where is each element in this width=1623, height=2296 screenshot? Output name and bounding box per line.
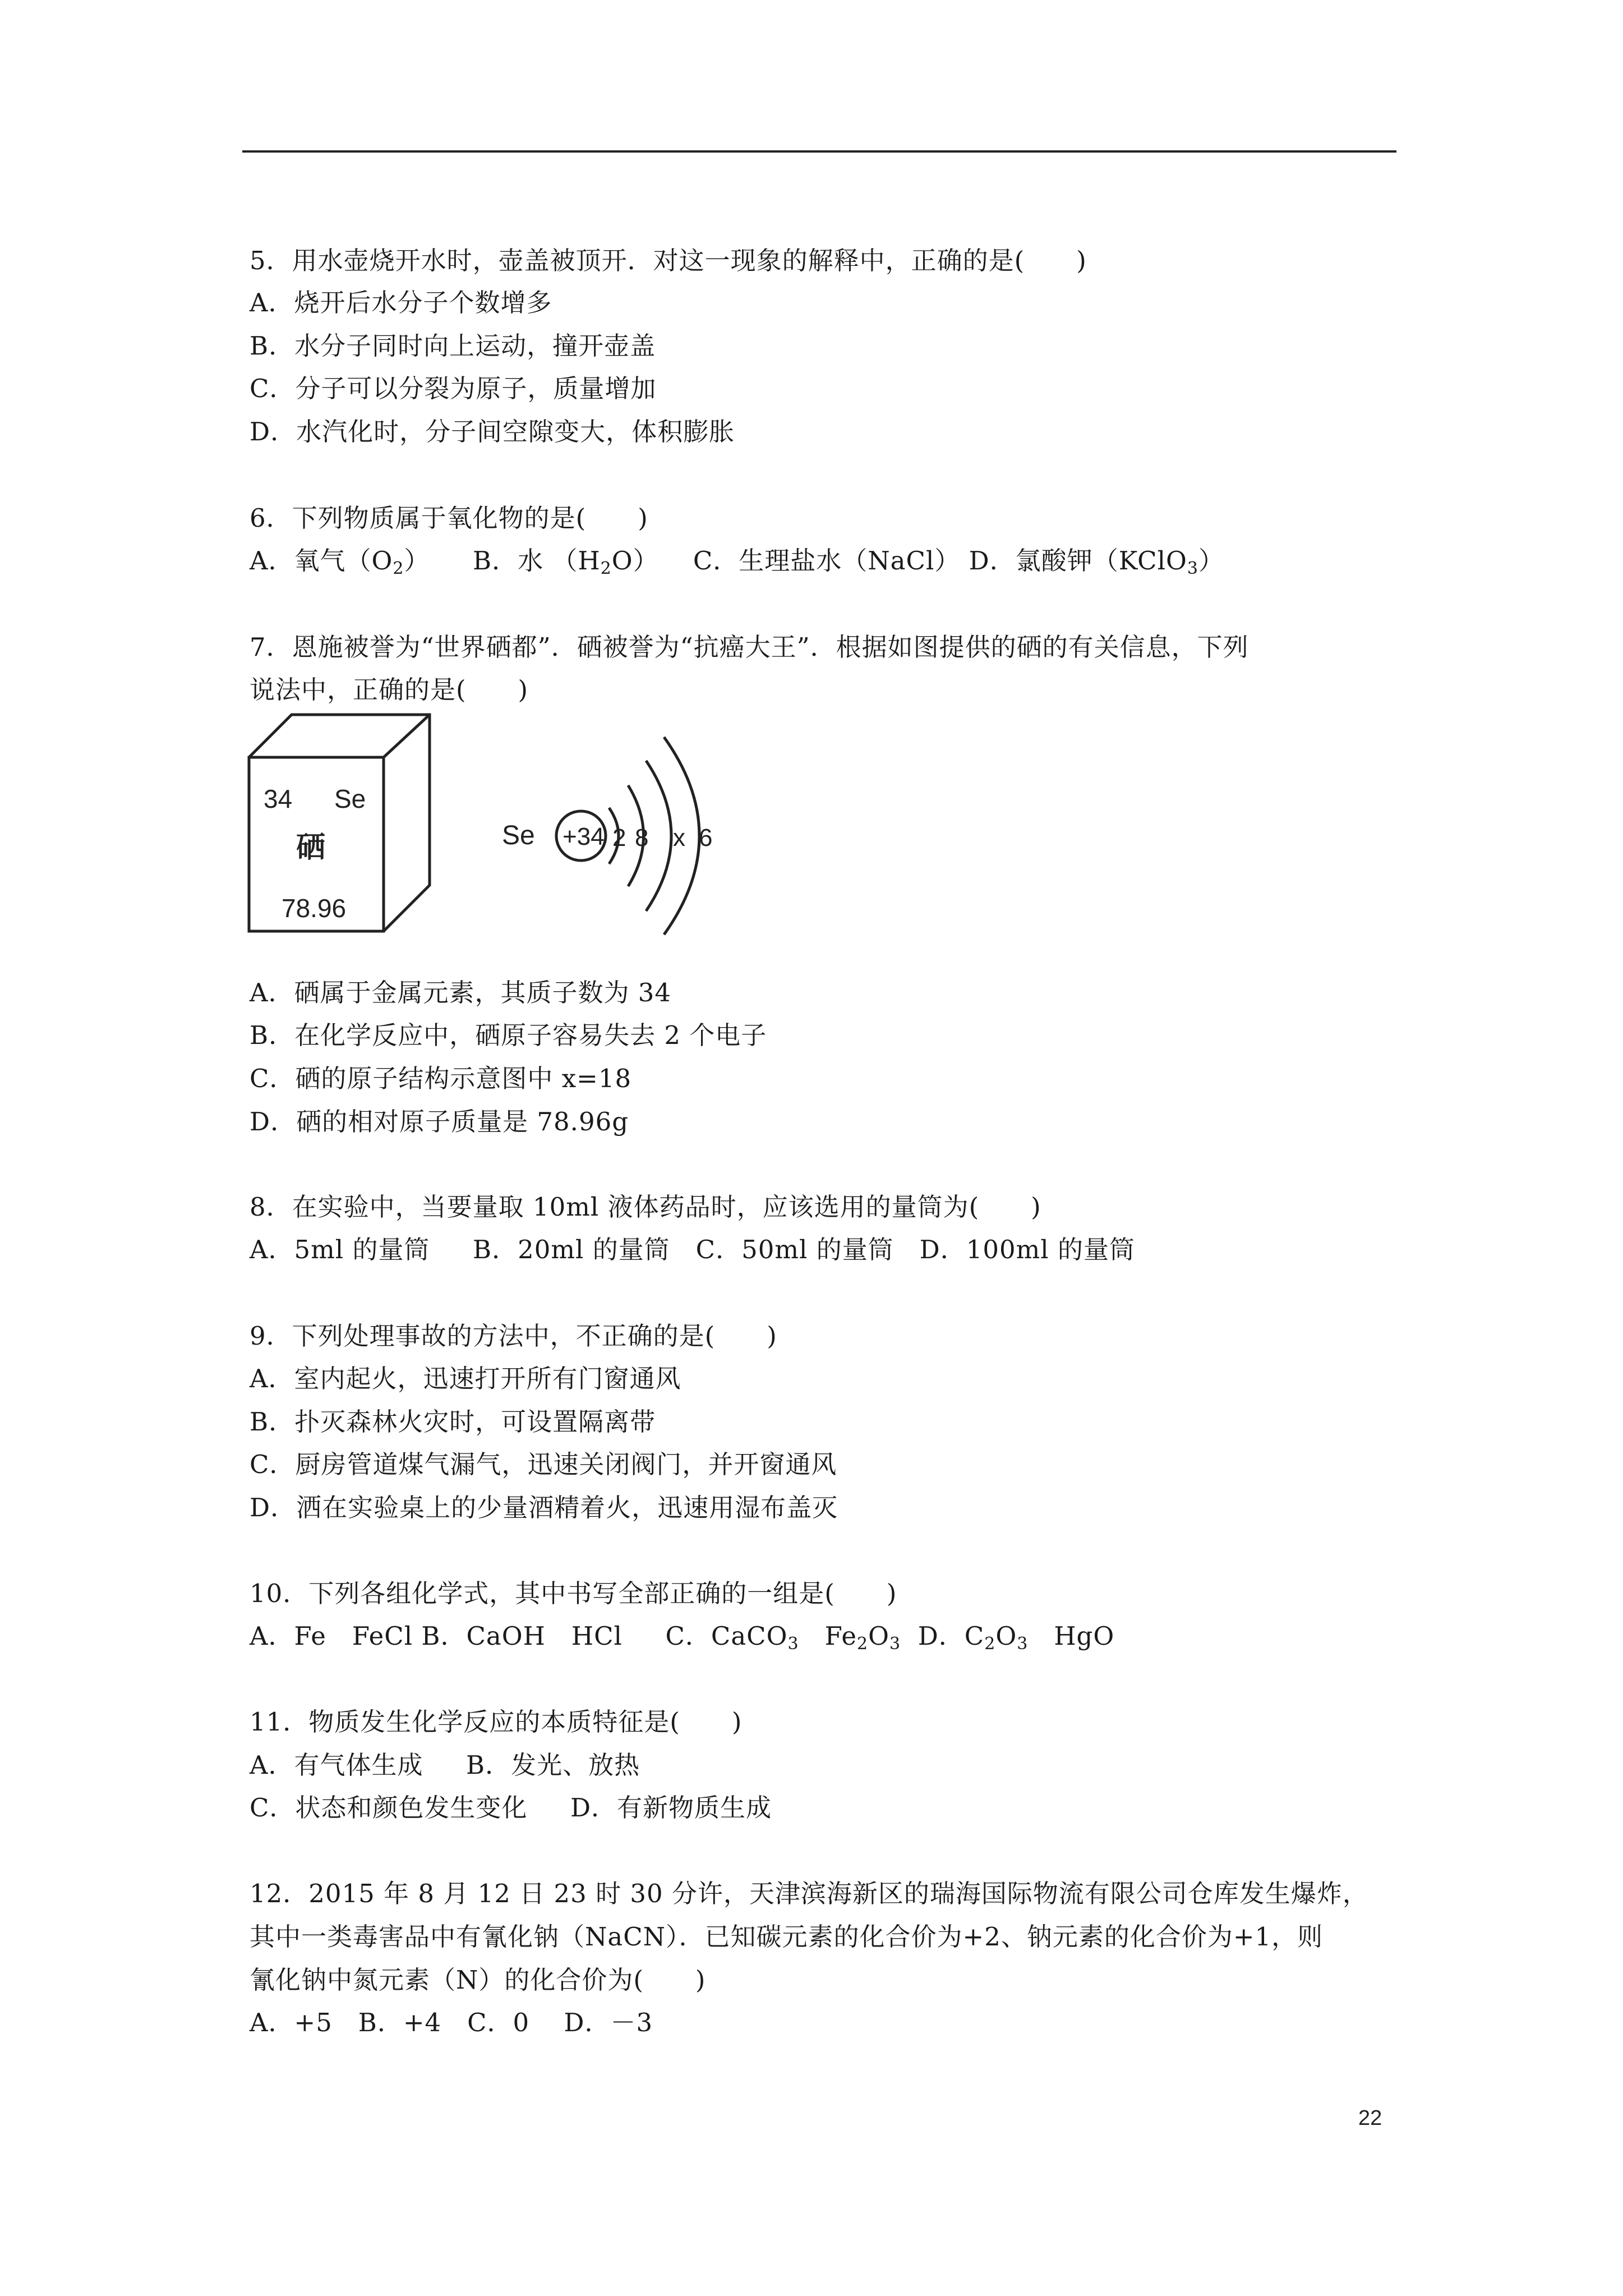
q9-stem: 9．下列处理事故的方法中，不正确的是( ) <box>250 1321 777 1351</box>
q10-stem: 10．下列各组化学式，其中书写全部正确的一组是( ) <box>250 1579 897 1608</box>
q11-stem: 11．物质发生化学反应的本质特征是( ) <box>250 1707 743 1737</box>
page-number: 22 <box>1358 2106 1382 2130</box>
q12-option-b: B．+4 <box>358 2008 442 2037</box>
q12-option-c: C．0 <box>467 2008 530 2037</box>
q5-stem: 5．用水壶烧开水时，壶盖被顶开．对这一现象的解释中，正确的是( ) <box>250 246 1087 275</box>
q12-options <box>250 2006 653 2040</box>
shell-3-count: x <box>673 824 685 852</box>
selenium-figure <box>241 707 746 942</box>
shell-1-count: 2 <box>612 824 626 852</box>
q7-stem-line1: 7．恩施被誉为“世界硒都”．硒被誉为“抗癌大王”．根据如图提供的硒的有关信息，下列 <box>250 632 1249 662</box>
q6-option-a: A．氧气$(O_2)$ <box>250 546 430 578</box>
q10-options <box>250 1619 1114 1653</box>
q11-option-b: B．发光、放热 <box>466 1750 640 1780</box>
shell-4-count: 6 <box>699 824 713 852</box>
q10-option-a: A．Fe FeCl <box>250 1621 413 1651</box>
q11-option-a: A．有气体生成 <box>250 1750 423 1780</box>
q7-option-d: D．硒的相对原子质量是 78.96g <box>250 1107 629 1137</box>
q9-option-a: A．室内起火，迅速打开所有门窗通风 <box>250 1364 681 1393</box>
q5-option-b: B．水分子同时向上运动，撞开壶盖 <box>250 331 656 361</box>
q8-option-b: B．20ml 的量筒 <box>473 1235 670 1264</box>
q10-option-b: B．CaOH HCl <box>421 1621 623 1651</box>
atom-symbol: Se <box>502 821 535 850</box>
nucleus-charge: +34 <box>562 823 605 850</box>
shell-arc-3 <box>646 761 671 911</box>
q6-options <box>250 544 1224 578</box>
q10-option-c: C．CaCO$_3$ $Fe_2O_3$ <box>665 1621 901 1654</box>
q6-option-b: B．水 $(H_2O)$ <box>473 546 659 578</box>
q11-options-row2 <box>250 1791 772 1825</box>
q7-option-b: B．在化学反应中，硒原子容易失去 2 个电子 <box>250 1020 767 1050</box>
q8-option-d: D．100ml 的量筒 <box>919 1235 1135 1264</box>
q10-option-d: D．$C_2O_3$ HgO <box>917 1621 1115 1654</box>
q11-options-row1 <box>250 1749 640 1782</box>
q5-option-c: C．分子可以分裂为原子，质量增加 <box>250 374 657 403</box>
atomic-mass: 78.96 <box>282 894 347 923</box>
q6-option-d: D．氯酸钾（KClO$_3$） <box>969 546 1224 578</box>
q9-option-d: D．洒在实验桌上的少量酒精着火，迅速用湿布盖灭 <box>250 1493 838 1522</box>
q12-stem-line1: 12．2015 年 8 月 12 日 23 时 30 分许，天津滨海新区的瑞海国际物流有限公司仓库发生爆炸， <box>250 1879 1368 1908</box>
q7-option-a: A．硒属于金属元素，其质子数为 34 <box>250 978 672 1007</box>
q12-option-d: D．－3 <box>564 2008 653 2037</box>
q6-option-c: C．生理盐水（NaCl） <box>693 546 961 576</box>
q5-option-d: D．水汽化时，分子间空隙变大，体积膨胀 <box>250 417 735 447</box>
q8-options <box>250 1233 1135 1267</box>
element-symbol: Se <box>334 784 366 813</box>
element-name: 硒 <box>296 831 326 864</box>
q7-option-c: C．硒的原子结构示意图中 x=18 <box>250 1064 632 1093</box>
q8-stem: 8．在实验中，当要量取 10ml 液体药品时，应该选用的量筒为( ) <box>250 1192 1041 1222</box>
q8-option-c: C．50ml 的量筒 <box>695 1235 894 1264</box>
q5-option-a: A．烧开后水分子个数增多 <box>250 288 552 318</box>
q11-option-d: D．有新物质生成 <box>570 1793 772 1823</box>
q9-option-c: C．厨房管道煤气漏气，迅速关闭阀门，并开窗通风 <box>250 1450 837 1479</box>
q11-option-c: C．状态和颜色发生变化 <box>250 1793 528 1823</box>
q12-option-a: A．+5 <box>250 2008 333 2037</box>
q7-stem-line2: 说法中，正确的是( ) <box>250 675 529 705</box>
atomic-number: 34 <box>264 784 293 813</box>
q8-option-a: A．5ml 的量筒 <box>250 1235 430 1264</box>
header-rule <box>242 150 1396 153</box>
q12-stem-line3: 氰化钠中氮元素（N）的化合价为( ) <box>250 1965 706 1995</box>
q6-stem: 6．下列物质属于氧化物的是( ) <box>250 503 648 533</box>
shell-2-count: 8 <box>635 824 649 852</box>
q12-stem-line2: 其中一类毒害品中有氰化钠（NaCN）．已知碳元素的化合价为+2、钠元素的化合价为+1，则 <box>250 1922 1324 1952</box>
q9-option-b: B．扑灭森林火灾时，可设置隔离带 <box>250 1407 656 1437</box>
